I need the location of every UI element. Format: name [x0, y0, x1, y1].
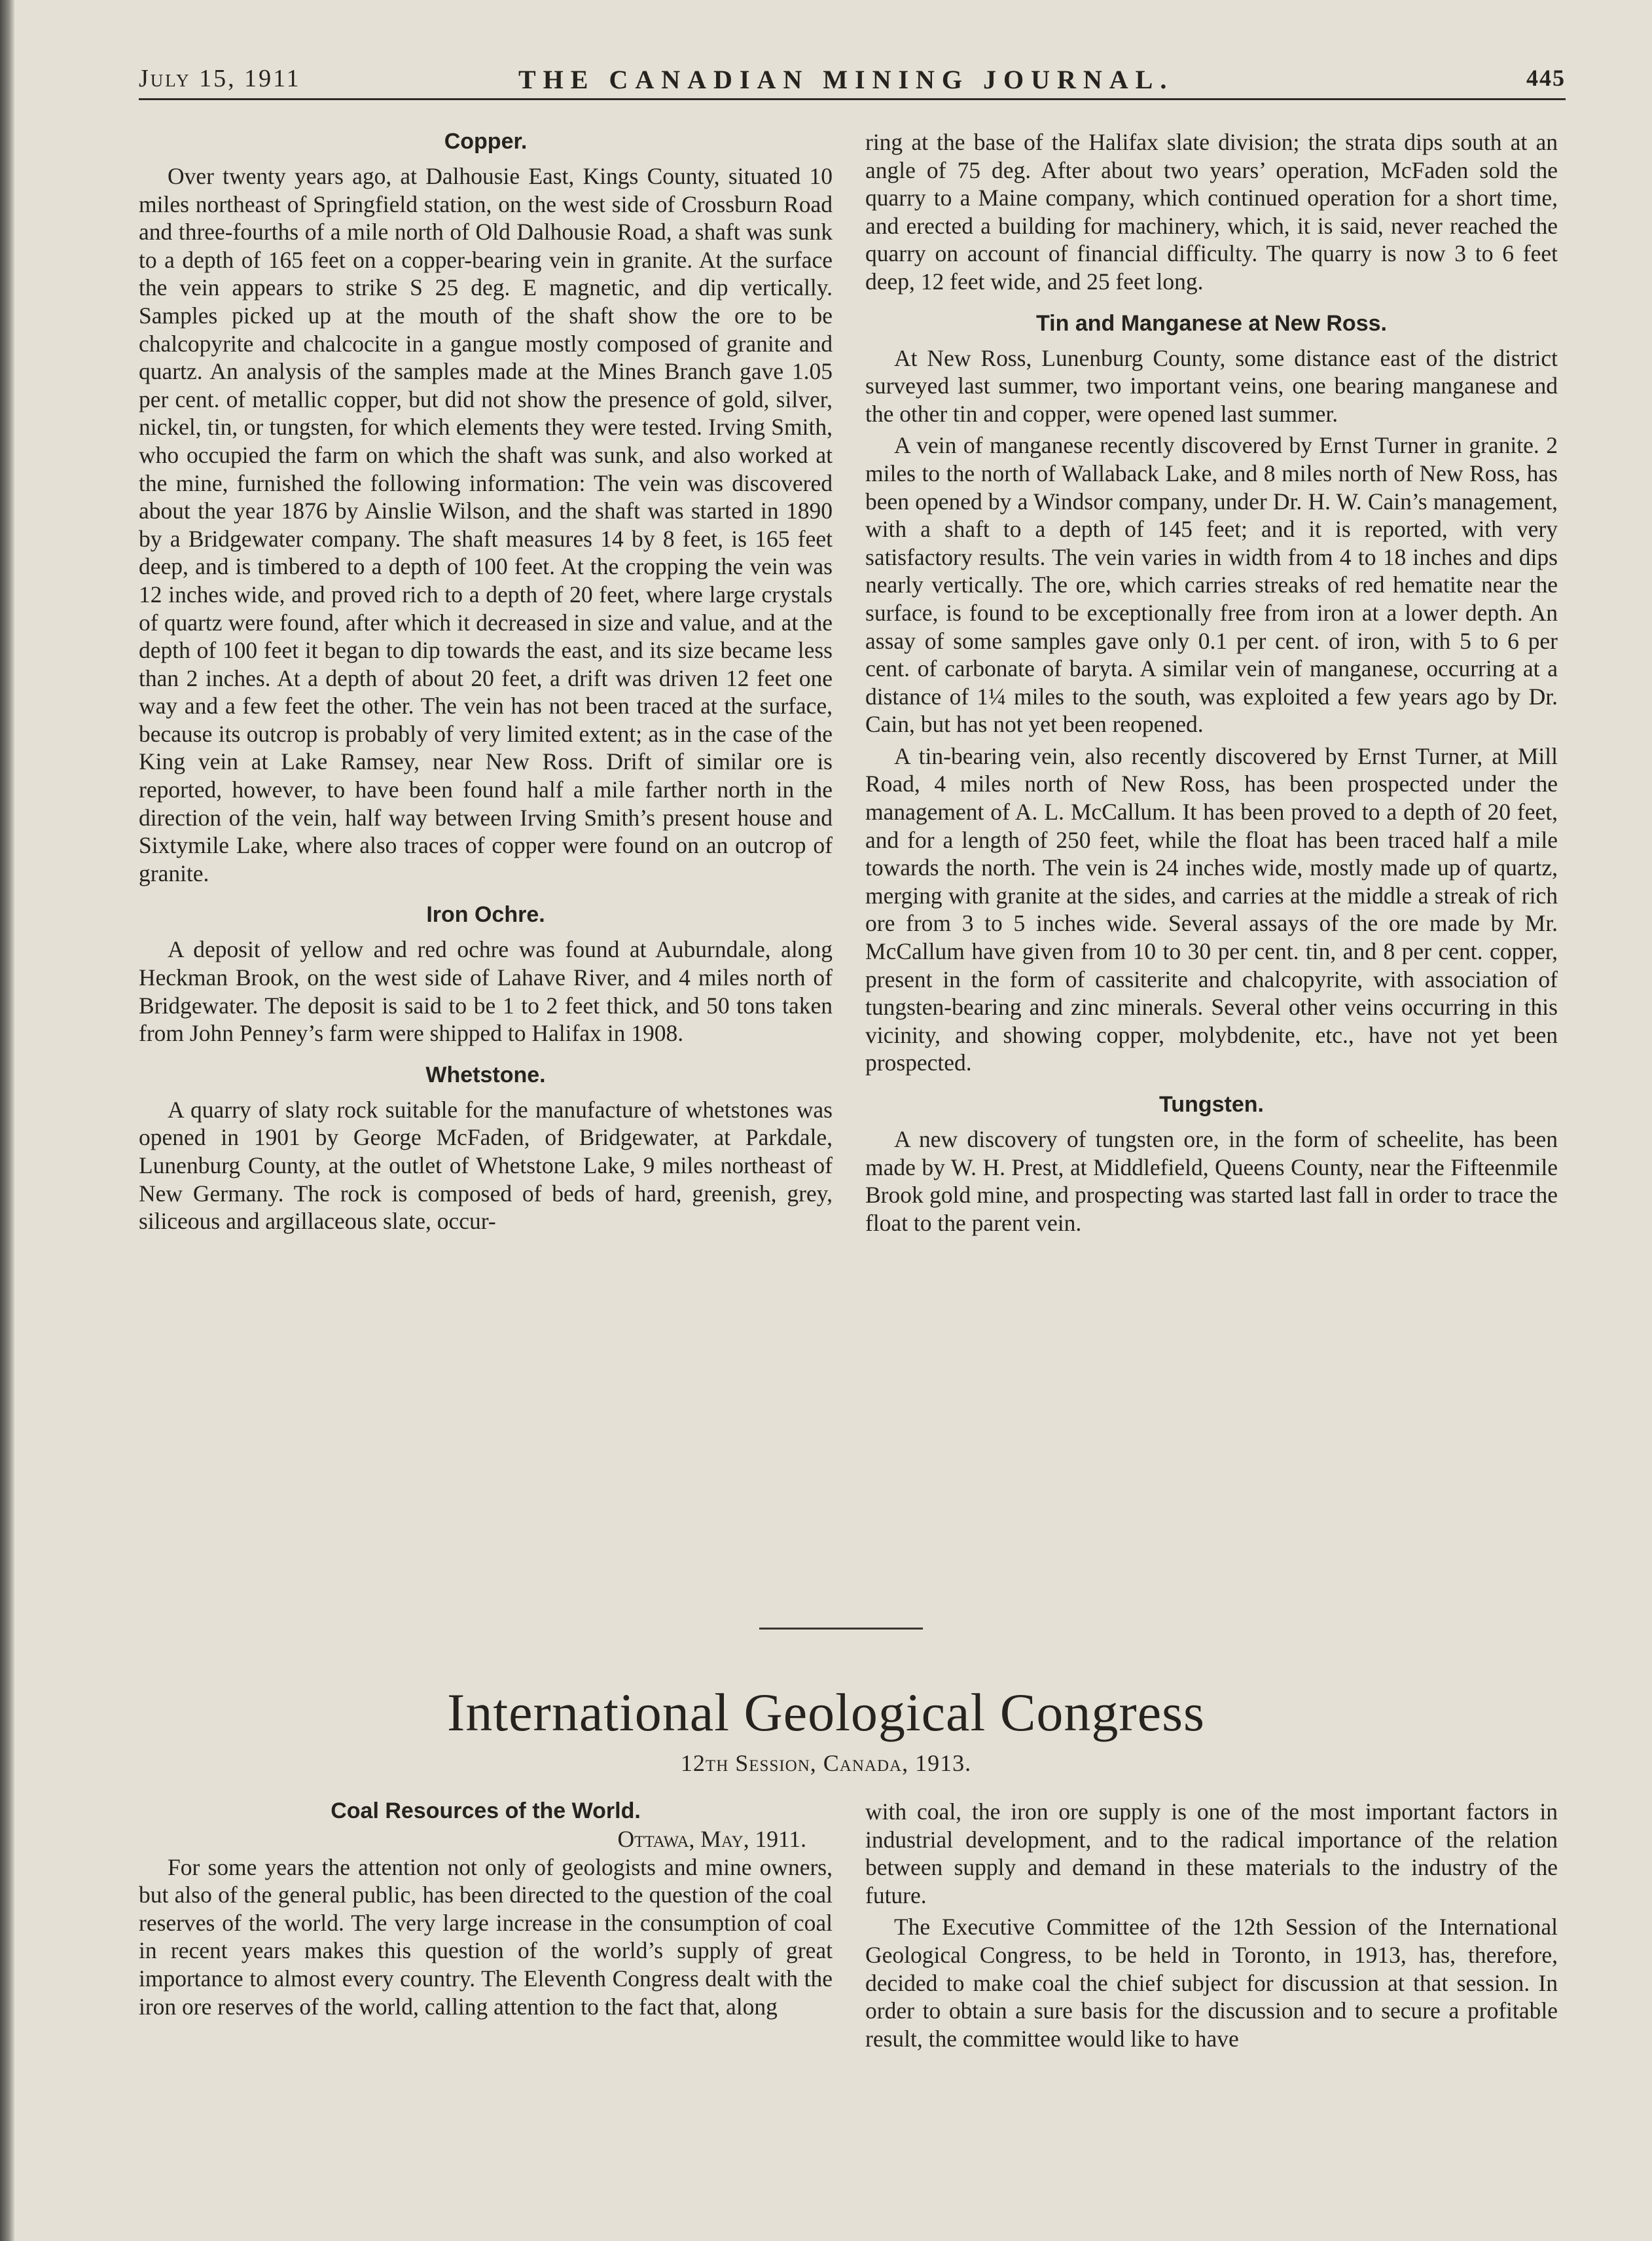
- congress-left-column: [139, 1798, 833, 2020]
- tin-manganese-heading: Tin and Manganese at New Ross.: [1036, 310, 1387, 336]
- tin-manganese-paragraph: A tin-bearing vein, also recently discovered by Ernst Turner, at Mill Road, 4 miles north of New Ross, has been prospected under the management of A. L. McCallum. It has been proved to a depth of 20 feet, and for a length of 250 feet, while the float has been traced half a mile towards the north. The vein is 24 inches wide, mostly made up of quartz, merging with granite at the sides, and carries at the middle a streak of rich ore from 3 to 5 inches wide. Several assays of the ore made by Mr. McCallum have given from 10 to 30 per cent. tin, and 8 per cent. copper, present in the form of cassiterite and chalcopyrite, with association of tungsten-bearing and zinc minerals. Several other veins occurring in this vicinity, and showing copper, molybdenite, etc., have not yet been prospected.: [865, 742, 1558, 1076]
- congress-paragraph: The Executive Committee of the 12th Session of the International Geological Congress, to be held in Toronto, in 1913, has, therefore, decided to make coal the chief subject for discussion at that session. In order to obtain a sure basis for the discussion and to secure a profitable result, the committee would like to have: [865, 1914, 1558, 2052]
- iron-ochre-heading: Iron Ochre.: [426, 902, 545, 928]
- congress-title: International Geological Congress: [447, 1683, 1205, 1742]
- tungsten-paragraph: A new discovery of tungsten ore, in the form of scheelite, has been made by W. H. Prest, at Middlefield, Queens County, near the Fifteenmile Brook gold mine, and prospecting was started last fall in order to trace the float to the parent vein.: [865, 1126, 1558, 1236]
- congress-right-column: [865, 1798, 1558, 2052]
- running-header: [139, 64, 1566, 103]
- right-column: [865, 128, 1558, 1237]
- whetstone-heading: Whetstone.: [425, 1062, 546, 1087]
- page-number: 445: [1526, 65, 1566, 91]
- tin-manganese-paragraph: A vein of manganese recently discovered by Ernst Turner in granite. 2 miles to the north of Wallaback Lake, and 8 miles north of New Ross, has been opened by a Windsor company, under Dr. H. W. Cain’s management, with a shaft to a depth of 145 feet; and it is reported, with very satisfactory results. The vein varies in width from 4 to 18 inches and dips nearly vertically. The ore, which carries streaks of red hematite near the surface, is found to be exceptionally free from iron at a lower depth. An assay of some samples gave only 0.1 per cent. of iron, with 5 to 6 per cent. of carbonate of baryta. A similar vein of manganese, occurring at a distance of 1¼ miles to the south, was exploited a few years ago by Dr. Cain, but has not yet been reopened.: [865, 432, 1558, 738]
- congress-paragraph: with coal, the iron ore supply is one of the most important factors in industrial development, and to the radical importance of the relation between supply and demand in these materials to the industry of the future.: [865, 1798, 1558, 1908]
- coal-resources-heading: Coal Resources of the World.: [331, 1798, 641, 1823]
- dateline: Ottawa, May, 1911.: [617, 1826, 806, 1852]
- page-binding-shadow: [0, 0, 14, 2241]
- issue-date: July 15, 1911: [139, 65, 301, 92]
- left-column: [139, 128, 833, 1235]
- whetstone-continued-paragraph: ring at the base of the Halifax slate division; the strata dips south at an angle of 75 deg. After about two years’ operation, McFaden sold the quarry to a Maine company, which continued operation for a short time, and erected a building for machinery, which, it is said, never reached the quarry on account of financial difficulty. The quarry is now 3 to 6 feet deep, 12 feet wide, and 25 feet long.: [865, 129, 1558, 295]
- congress-subtitle: 12th Session, Canada, 1913.: [680, 1750, 972, 1776]
- whetstone-paragraph: A quarry of slaty rock suitable for the manufacture of whetstones was opened in 1901 by George McFaden, of Bridgewater, at Parkdale, Lunenburg County, at the outlet of Whetstone Lake, 9 miles northeast of New Germany. The rock is composed of beds of hard, greenish, grey, siliceous and argillaceous slate, occur-: [139, 1096, 833, 1235]
- congress-paragraph: For some years the attention not only of geologists and mine owners, but also of the general public, has been directed to the question of the coal reserves of the world. The very large increase in the consumption of coal in recent years makes this question of the world’s supply of great importance to almost every country. The Eleventh Congress dealt with the iron ore reserves of the world, calling attention to the fact that, along: [139, 1853, 833, 2020]
- section-divider: [759, 1628, 923, 1630]
- tin-manganese-paragraph: At New Ross, Lunenburg County, some distance east of the district surveyed last summer, two important veins, one bearing manganese and the other tin and copper, were opened last summer.: [865, 344, 1558, 427]
- iron-ochre-paragraph: A deposit of yellow and red ochre was found at Auburndale, along Heckman Brook, on the west side of Lahave River, and 4 miles north of Bridgewater. The deposit is said to be 1 to 2 feet thick, and 50 tons taken from John Penney’s farm were shipped to Halifax in 1908.: [139, 936, 833, 1047]
- tungsten-heading: Tungsten.: [1159, 1092, 1264, 1117]
- copper-paragraph: Over twenty years ago, at Dalhousie East, Kings County, situated 10 miles northeast of Springfield station, on the west side of Crossburn Road and three-fourths of a mile north of Old Dalhousie Road, a shaft was sunk to a depth of 165 feet on a copper-bearing vein in granite. At the surface the vein appears to strike S 25 deg. E magnetic, and dip vertically. Samples picked up at the mouth of the shaft show the ore to be chalcopyrite and chalcocite in a gangue mostly composed of granite and quartz. An analysis of the samples made at the Mines Branch gave 1.05 per cent. of metallic copper, but did not show the presence of gold, silver, nickel, tin, or tungsten, for which elements they were tested. Irving Smith, who occupied the farm on which the shaft was sunk, and also worked at the mine, furnished the following information: The vein was discovered about the year 1876 by Ainslie Wilson, and the shaft was started in 1890 by a Bridgewater company. The shaft measures 14 by 8 feet, is 165 feet deep, and is timbered to a depth of 100 feet. At the cropping the vein was 12 inches wide, and proved rich to a depth of 20 feet, where large crystals of quartz were found, after which it decreased in size and value, and at the depth of 100 feet it began to dip towards the east, and its size became less than 2 inches. At a depth of about 20 feet, a drift was driven 12 feet one way and a few feet the other. The vein has not been traced at the surface, because its outcrop is probably of very limited extent; as in the case of the King vein at Lake Ramsey, near New Ross. Drift of similar ore is reported, however, to have been found half a mile farther north in the direction of the vein, half way between Irving Smith’s present house and Sixtymile Lake, where also traces of copper were found on an outcrop of granite.: [139, 163, 833, 886]
- copper-heading: Copper.: [444, 129, 528, 154]
- journal-title: THE CANADIAN MINING JOURNAL.: [518, 65, 1174, 94]
- header-rule: [139, 98, 1566, 100]
